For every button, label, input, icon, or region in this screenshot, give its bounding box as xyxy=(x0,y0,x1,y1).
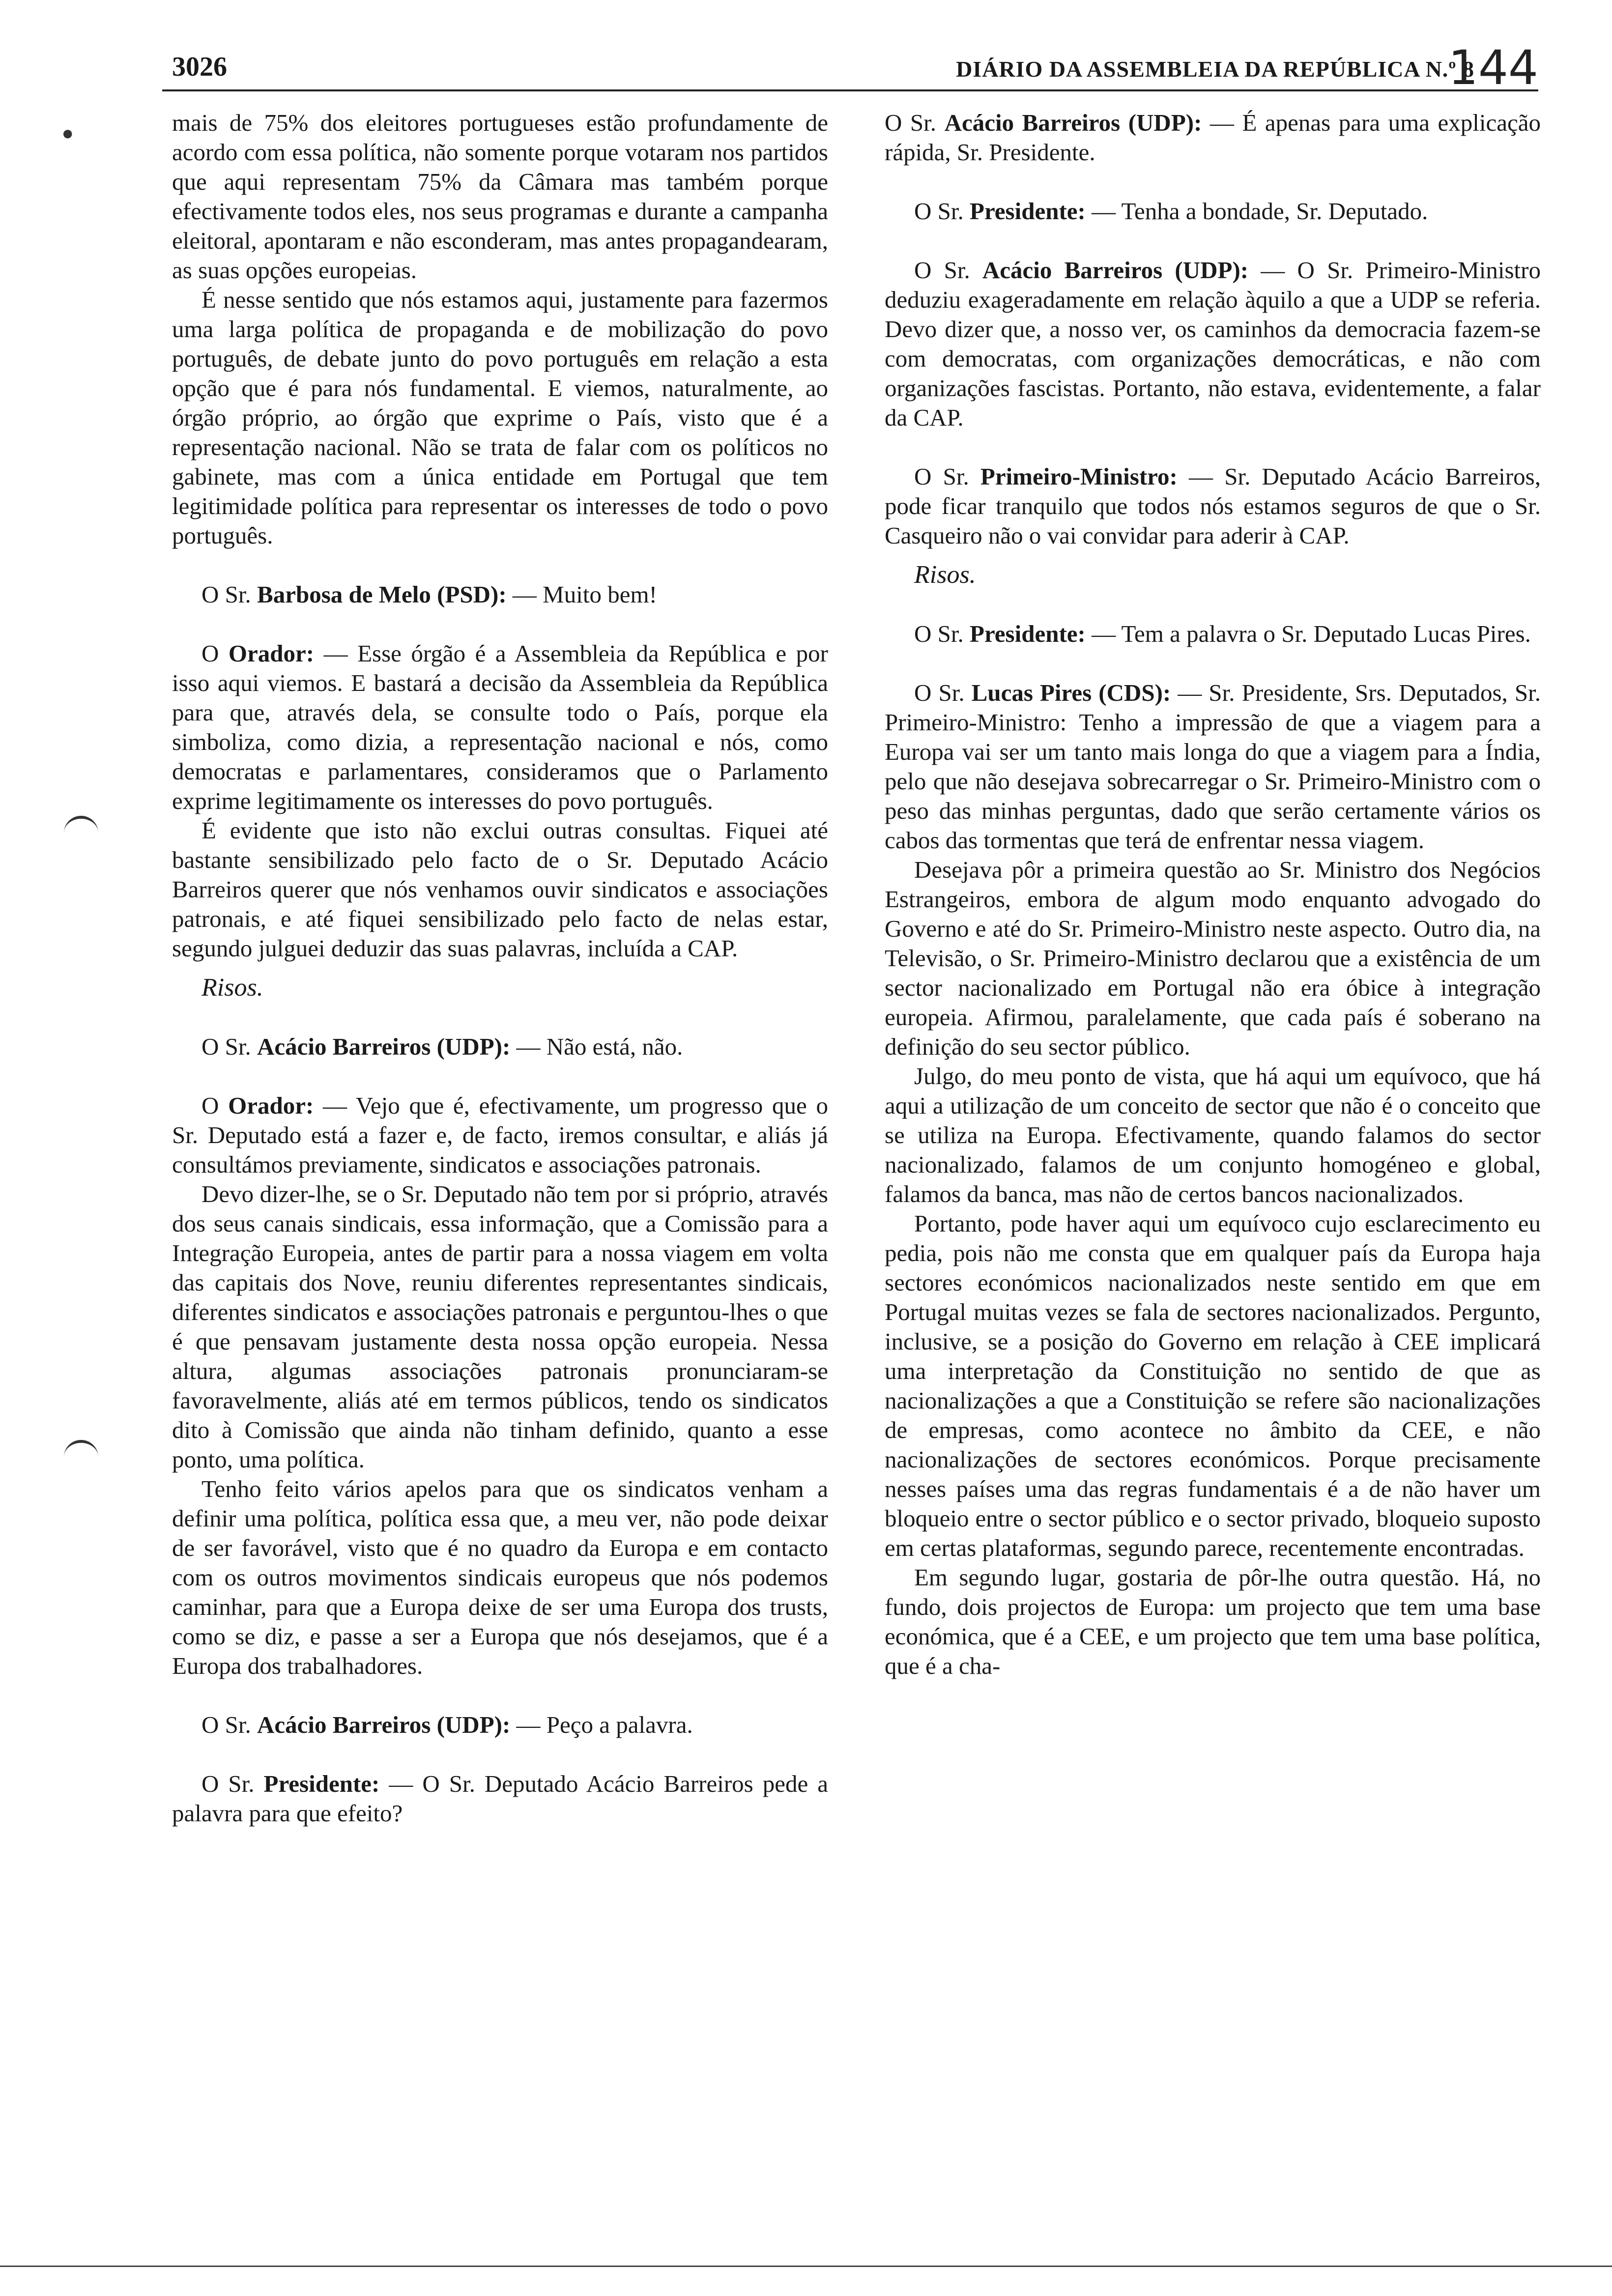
body-paragraph: Devo dizer-lhe, se o Sr. Deputado não tem por si próprio, através dos seus canais sindicais, essa informação, que a Comissão para a Integração Europeia, antes de partir para a nossa viagem em volta das capitais dos Nove, reuniu diferentes representantes sindicais, diferentes sindicatos e associações patronais e perguntou-lhes o que é que pensavam justamente desta nossa opção europeia. Nessa altura, algumas associações patronais pronunciaram-se favoravelmente, aliás até em termos públicos, tendo os sindicatos dito à Comissão que ainda não tinham definido, quanto a esse ponto, uma política. xyxy=(172,1180,828,1473)
body-paragraph: É evidente que isto não exclui outras consultas. Fiquei até bastante sensibilizado pelo facto de o Sr. Deputado Acácio Barreiros querer que nós venhamos ouvir sindicatos e associações patronais, e até fiquei sensibilizado pelo facto de nelas estar, segundo julguei deduzir das suas palavras, incluída a CAP. xyxy=(172,817,828,962)
speaker-prefix: O Sr. xyxy=(885,109,945,136)
speech-text: — É apenas para uma explicação rápida, Sr. Presidente. xyxy=(885,109,1541,166)
speech-paragraph xyxy=(885,678,1541,855)
speech-text: — Sr. Presidente, Srs. Deputados, Sr. Primeiro-Ministro: Tenho a impressão de que a viagem para a Europa vai ser um tanto mais longa do que a viagem para a Índia, pelo que não desejava sobrecarregar o Sr. Primeiro-Ministro com o peso das minhas perguntas, dado que serão certamente vários os cabos das tormentas que terá de enfrentar nessa viagem. xyxy=(885,679,1541,854)
speech-paragraph xyxy=(885,619,1541,649)
speaker-prefix: O Sr. xyxy=(202,1033,258,1060)
page-header xyxy=(162,40,1538,95)
right-column xyxy=(885,108,1541,1681)
speech-text: — Tem a palavra o Sr. Deputado Lucas Pires. xyxy=(1085,620,1531,647)
speaker-name: Presidente: xyxy=(970,198,1086,225)
speech-paragraph xyxy=(885,108,1541,167)
body-paragraph: mais de 75% dos eleitores portugueses estão profundamente de acordo com essa política, não somente porque votaram nos partidos que aqui representam 75% da Câmara mas também porque efectivamente todos eles, nos seus programas e durante a campanha eleitoral, apontaram e não esconderam, mas antes propagandearam, as suas opções europeias. xyxy=(172,109,828,284)
left-column xyxy=(172,108,828,1828)
speech-text: — Vejo que é, efectivamente, um progresso que o Sr. Deputado está a fazer e, de facto, iremos consultar, e aliás já consultámos previamente, sindicatos e associações patronais. xyxy=(172,1092,828,1178)
speaker-prefix: O Sr. xyxy=(914,679,972,706)
body-paragraph: Tenho feito vários apelos para que os sindicatos venham a definir uma política, política essa que, a meu ver, não pode deixar de ser favorável, visto que é no quadro da Europa e em contacto com os outros movimentos sindicais europeus que nós podemos caminhar, para que a Europa deixe de ser uma Europa dos trusts, como se diz, e passe a ser a Europa que nós desejamos, que é a Europa dos trabalhadores. xyxy=(172,1475,828,1679)
stage-direction: Risos. xyxy=(914,561,976,589)
speaker-name: Orador: xyxy=(228,1092,314,1119)
speaker-name: Presidente: xyxy=(970,620,1086,647)
punch-hole-mark xyxy=(64,1440,98,1463)
speaker-name: Lucas Pires (CDS): xyxy=(971,679,1171,706)
speech-text: — Peço a palavra. xyxy=(510,1711,693,1738)
speaker-prefix: O Sr. xyxy=(914,198,970,225)
body-paragraph: Portanto, pode haver aqui um equívoco cujo esclarecimento eu pedia, pois não me consta que em qualquer país da Europa haja sectores económicos nacionalizados neste sentido em que em Portugal muitas vezes se fala de sectores nacionalizados. Pergunto, inclusive, se a posição do Governo em relação à CEE implicará uma interpretação da Constituição no sentido de que as nacionalizações a que a Constituição se refere são nacionalizações de empresas, como acontece no âmbito da CEE, e não nacionalizações de sectores económicos. Porque precisamente nesses países uma das regras fundamentais é a de não haver um bloqueio entre o sector público e o sector privado, bloqueio suposto em certas plataformas, segundo parece, recentemente encontradas. xyxy=(885,1210,1541,1561)
stage-direction: Risos. xyxy=(202,974,263,1002)
bottom-rule xyxy=(0,2266,1612,2267)
speech-paragraph xyxy=(172,639,828,816)
speech-text: — Não está, não. xyxy=(510,1033,683,1060)
speech-paragraph xyxy=(172,580,828,609)
speaker-name: Acácio Barreiros (UDP): xyxy=(257,1033,511,1060)
speech-text: — Muito bem! xyxy=(506,581,657,608)
speaker-name: Acácio Barreiros (UDP): xyxy=(257,1711,511,1738)
speaker-name: Acácio Barreiros (UDP): xyxy=(982,257,1249,284)
speaker-name: Barbosa de Melo (PSD): xyxy=(257,581,507,608)
speaker-name: Orador: xyxy=(228,640,315,667)
speaker-prefix: O Sr. xyxy=(914,620,970,647)
speech-text: — Tenha a bondade, Sr. Deputado. xyxy=(1085,198,1428,225)
speaker-prefix: O Sr. xyxy=(914,463,980,490)
margin-dot: • xyxy=(59,118,77,152)
speech-paragraph xyxy=(172,1032,828,1062)
handwritten-page-number: 144 xyxy=(1448,40,1538,95)
speech-text: — O Sr. Deputado Acácio Barreiros pede a palavra para que efeito? xyxy=(172,1770,828,1827)
speaker-prefix: O Sr. xyxy=(202,581,258,608)
body-paragraph: Em segundo lugar, gostaria de pôr-lhe outra questão. Há, no fundo, dois projectos de Europa: um projecto que tem uma base económica, que é a CEE, e um projecto que tem uma base política, que é a cha- xyxy=(885,1564,1541,1679)
speaker-prefix: O Sr. xyxy=(202,1770,264,1797)
speech-text: — Sr. Deputado Acácio Barreiros, pode ficar tranquilo que todos nós estamos seguros de que o Sr. Casqueiro não o vai convidar para aderir à CAP. xyxy=(885,463,1541,549)
speaker-name: Presidente: xyxy=(263,1770,380,1797)
speaker-name: Primeiro-Ministro: xyxy=(980,463,1178,490)
speaker-prefix: O xyxy=(202,640,229,667)
speech-paragraph xyxy=(172,1710,828,1740)
speech-text: — O Sr. Primeiro-Ministro deduziu exageradamente em relação àquilo a que a UDP se referia. Devo dizer que, a nosso ver, os caminhos da democracia fazem-se com democratas, com organizações democráticas, e não com organizações fascistas. Portanto, não estava, evidentemente, a falar da CAP. xyxy=(885,257,1541,431)
speech-paragraph xyxy=(172,1769,828,1828)
speech-paragraph xyxy=(885,462,1541,550)
body-paragraph: Desejava pôr a primeira questão ao Sr. Ministro dos Negócios Estrangeiros, embora de algum modo enquanto advogado do Governo e até do Sr. Primeiro-Ministro neste aspecto. Outro dia, na Televisão, o Sr. Primeiro-Ministro declarou que a existência de um sector nacionalizado em Portugal não era óbice à integração europeia. Afirmou, paralelamente, que cada país é soberano na definição do seu sector público. xyxy=(885,856,1541,1060)
speaker-prefix: O Sr. xyxy=(202,1711,258,1738)
body-paragraph: É nesse sentido que nós estamos aqui, justamente para fazermos uma larga política de propaganda e de mobilização do povo português, de debate junto do povo português em relação a esta opção que é para nós fundamental. E viemos, naturalmente, ao órgão próprio, ao órgão que exprime o País, visto que é a representação nacional. Não se trata de falar com os políticos no gabinete, mas com a única entidade em Portugal que tem legitimidade política para representar os interesses de todo o povo português. xyxy=(172,286,828,549)
speech-paragraph xyxy=(172,1091,828,1179)
punch-hole-mark xyxy=(64,816,98,838)
body-paragraph: Julgo, do meu ponto de vista, que há aqui um equívoco, que há aqui a utilização de um conceito de sector que não é o conceito que se utiliza na Europa. Efectivamente, quando falamos do sector nacionalizado, falamos de um conjunto homogéneo e global, falamos da banca, mas não de certos bancos nacionalizados. xyxy=(885,1062,1541,1207)
speaker-name: Acácio Barreiros (UDP): xyxy=(944,109,1202,136)
speech-text: — Esse órgão é a Assembleia da República e por isso aqui viemos. E bastará a decisão da Assembleia da República para que, através dela, se consulte todo o País, porque ela simboliza, como dizia, a representação nacional e nós, como democratas e parlamentares, consideramos que o Parlamento exprime legitimamente os interesses do povo português. xyxy=(172,640,828,814)
speech-paragraph xyxy=(885,197,1541,226)
speaker-prefix: O xyxy=(202,1092,229,1119)
running-title: DIÁRIO DA ASSEMBLEIA DA REPÚBLICA N.º 8 xyxy=(956,57,1474,82)
page-number: 3026 xyxy=(172,52,227,82)
speaker-prefix: O Sr. xyxy=(914,257,982,284)
speech-paragraph xyxy=(885,256,1541,432)
